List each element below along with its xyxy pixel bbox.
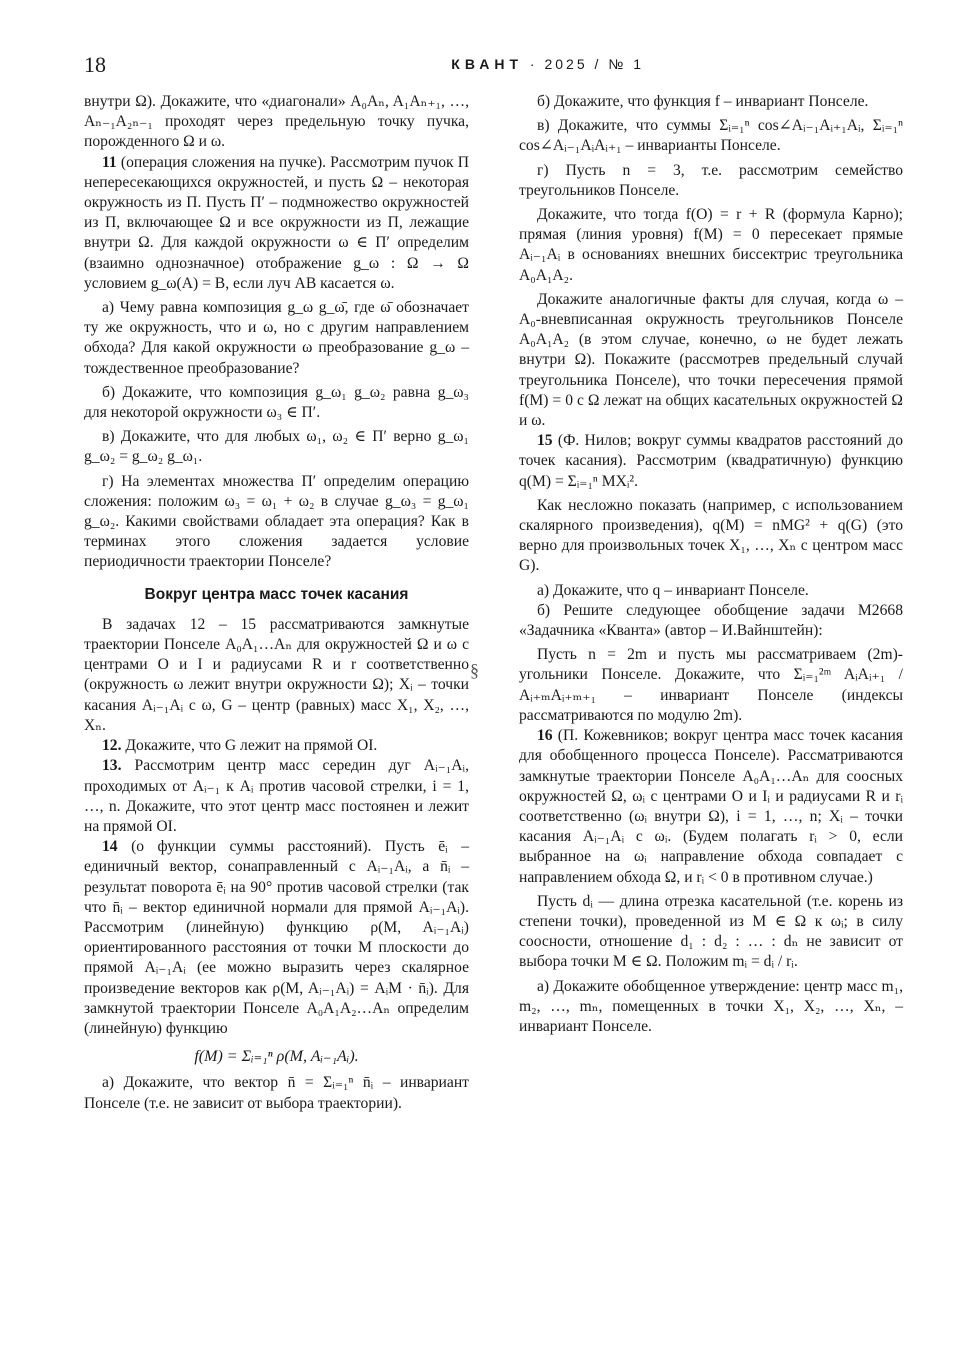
journal-name: КВАНТ bbox=[451, 56, 524, 72]
paragraph: Пусть dᵢ — длина отрезка касательной (т.е. корень из степени точки), проведенной из M ∈ Ω к ωᵢ; в силу соосности, отношение d₁ : d₂ : … : dₙ не зависит от выбора точки M ∈ Ω. Положим mᵢ = dᵢ / rᵢ. bbox=[519, 892, 903, 971]
header-separator: · bbox=[529, 56, 538, 72]
page-number: 18 bbox=[84, 52, 106, 77]
problem-14 bbox=[84, 837, 469, 1039]
problem-11 bbox=[84, 153, 469, 294]
paragraph: б) Докажите, что функция f – инвариант Понселе. bbox=[537, 93, 869, 110]
problem-number: 11 bbox=[102, 153, 117, 171]
decorative-icon: § bbox=[470, 660, 479, 680]
paragraph: б) Докажите, что композиция g_ω₁ g_ω₂ равна g_ω₃ для некоторой окружности ω₃ ∈ Π′. bbox=[84, 383, 469, 422]
problem-number: 12. bbox=[102, 737, 122, 755]
problem-text: Рассмотрим центр масс середин дуг Aᵢ₋₁Aᵢ, проходимых от Aᵢ₋₁ к Aᵢ против часовой стрелки, i = 1, …, n. Докажите, что этот центр масс постоянен и лежит на прямой OI. bbox=[84, 757, 469, 835]
issue-number: 2025 / № 1 bbox=[544, 56, 644, 72]
paragraph: Докажите аналогичные факты для случая, когда ω – A₀-вневписанная окружность треугольников Понселе A₀A₁A₂ (в этом случае, конечно, ω не будет лежать внутри Ω). Покажите (рассмотрев предельный случай треугольника Понселе), что точки пересечения прямой f(M) = 0 с Ω лежат на общих касательных окружностей Ω и ω. bbox=[519, 290, 903, 430]
problem-number: 15 bbox=[537, 432, 553, 450]
paragraph: Пусть n = 2m и пусть мы рассматриваем (2m)-угольники Понселе. Докажите, что Σᵢ₌₁²ᵐ AᵢAᵢ₊₁ / Aᵢ₊ₘAᵢ₊ₘ₊₁ – инвариант Понселе (индексы рассматриваются по модулю 2m). bbox=[519, 646, 903, 724]
problem-text: (П. Кожевников; вокруг центра масс точек касания для обобщенного процесса Понселе). Рассматриваются замкнутые траектории Понселе A₀A₁…Aₙ для соосных окружностей Ω, ωᵢ с центрами O и Iᵢ и радиусами R и rᵢ соответственно (ωᵢ внутри Ω), i = 1, …, n; Xᵢ – точки касания Aᵢ₋₁Aᵢ с ωᵢ. (Будем полагать rᵢ > 0, если выбранное на ωᵢ направление обхода совпадает с направлением обхода Ω, и rᵢ < 0 в противном случае.) bbox=[519, 727, 903, 886]
problem-text: (операция сложения на пучке). Рассмотрим пучок Π непересекающихся окружностей, и пусть Ω – некоторая окружность из Π. Пусть Π′ – подмножество окружностей из Π, включающее Ω и все окружности из Π, лежащие внутри Ω. Для каждой окружности ω ∈ Π′ определим (взаимно однозначное) отображение g_ω : Ω → Ω условием g_ω(A) = B, если луч AB касается ω. bbox=[84, 153, 469, 292]
paragraph: г) Пусть n = 3, т.е. рассмотрим семейство треугольников Понселе. bbox=[519, 161, 903, 199]
paragraph: В задачах 12 – 15 рассматриваются замкнутые траектории Понселе A₀A₁…Aₙ для окружностей Ω и ω с центрами O и I и радиусами R и r соответственно (окружность ω лежит внутри окружности Ω); Xᵢ – точки касания Aᵢ₋₁Aᵢ с ω, G – центр (равных) масс X₁, X₂, …, Xₙ. bbox=[84, 615, 469, 734]
paragraph: г) На элементах множества Π′ определим операцию сложения: положим ω₃ = ω₁ + ω₂ в случае g_ω₃ = g_ω₁ g_ω₂. Какими свойствами обладает эта операция? Как в терминах этого сложения задается условие периодичности траектории Понселе? bbox=[84, 472, 469, 571]
paragraph: б) Решите следующее обобщение задачи М2668 «Задачника «Кванта» (автор – И.Вайнштейн): bbox=[519, 601, 903, 640]
paragraph: Как несложно показать (например, с использованием скалярного произведения), q(M) = nMG² + q(G) (это верно для произвольных точек X₁, …, Xₙ с центром масс G). bbox=[519, 496, 903, 575]
problem-text: (о функции суммы расстояний). Пусть ēᵢ – единичный вектор, сонаправленный с Aᵢ₋₁Aᵢ, а n̄ᵢ – результат поворота ēᵢ на 90° против часовой стрелки (так что n̄ᵢ – вектор единичной нормали для прямой Aᵢ₋₁Aᵢ). Рассмотрим (линейную) функцию ρ(M, Aᵢ₋₁Aᵢ) ориентированного расстояния от точки M плоскости до прямой Aᵢ₋₁Aᵢ (ее можно выразить через скалярное произведение векторов как ρ(M, Aᵢ₋₁Aᵢ) = AᵢM · n̄ᵢ). Для замкнутой траектории Понселе A₀A₁A₂…Aₙ определим (линейную) функцию bbox=[84, 838, 469, 1037]
paragraph: а) Докажите обобщенное утверждение: центр масс m₁, m₂, …, mₙ, помещенных в точки X₁, X₂, …, Xₙ, – инвариант Понселе. bbox=[519, 977, 903, 1035]
paragraph: в) Докажите, что для любых ω₁, ω₂ ∈ Π′ верно g_ω₁ g_ω₂ = g_ω₂ g_ω₁. bbox=[84, 428, 469, 466]
left-column bbox=[84, 92, 469, 1114]
problem-13 bbox=[84, 756, 469, 837]
right-column bbox=[519, 92, 903, 1037]
paragraph: в) Докажите, что суммы Σᵢ₌₁ⁿ cos∠Aᵢ₋₁Aᵢ₊₁Aᵢ, Σᵢ₌₁ⁿ cos∠Aᵢ₋₁AᵢAᵢ₊₁ – инварианты Понселе. bbox=[519, 117, 903, 155]
problem-text: Докажите, что G лежит на прямой OI. bbox=[125, 737, 378, 755]
problem-number: 13. bbox=[102, 757, 122, 775]
formula: f(M) = Σᵢ₌₁ⁿ ρ(M, Aᵢ₋₁Aᵢ). bbox=[194, 1048, 359, 1066]
page-header bbox=[84, 52, 884, 82]
problem-number: 16 bbox=[537, 727, 553, 745]
problem-12 bbox=[84, 736, 469, 756]
paragraph: Докажите, что тогда f(O) = r + R (формула Карно); прямая (линия уровня) f(M) = 0 пересекает прямые Aᵢ₋₁Aᵢ в основаниях внешних биссектрис треугольника A₀A₁A₂. bbox=[519, 206, 903, 284]
problem-15 bbox=[519, 431, 903, 492]
journal-issue bbox=[451, 56, 644, 72]
paragraph: а) Докажите, что вектор n̄ = Σᵢ₌₁ⁿ n̄ᵢ – инвариант Понселе (т.е. не зависит от выбора траектории). bbox=[84, 1074, 469, 1112]
problem-16 bbox=[519, 726, 903, 888]
paragraph: внутри Ω). Докажите, что «диагонали» A₀Aₙ, A₁Aₙ₊₁, …, Aₙ₋₁A₂ₙ₋₁ проходят через предельную точку пучка, порожденного Ω и ω. bbox=[84, 93, 469, 151]
paragraph: а) Чему равна композиция g_ω g_ω̄, где ω̄ обозначает ту же окружность, что и ω, но с другим направлением обхода? Для какой окружности ω преобразование g_ω – тождественное преобразование? bbox=[84, 299, 469, 377]
section-title: Вокруг центра масс точек касания bbox=[144, 585, 409, 603]
paragraph: а) Докажите, что q – инвариант Понселе. bbox=[537, 581, 809, 599]
problem-text: (Ф. Нилов; вокруг суммы квадратов расстояний до точек касания). Рассмотрим (квадратичную) функцию q(M) = Σᵢ₌₁ⁿ MXᵢ². bbox=[519, 432, 903, 490]
problem-number: 14 bbox=[102, 838, 118, 856]
